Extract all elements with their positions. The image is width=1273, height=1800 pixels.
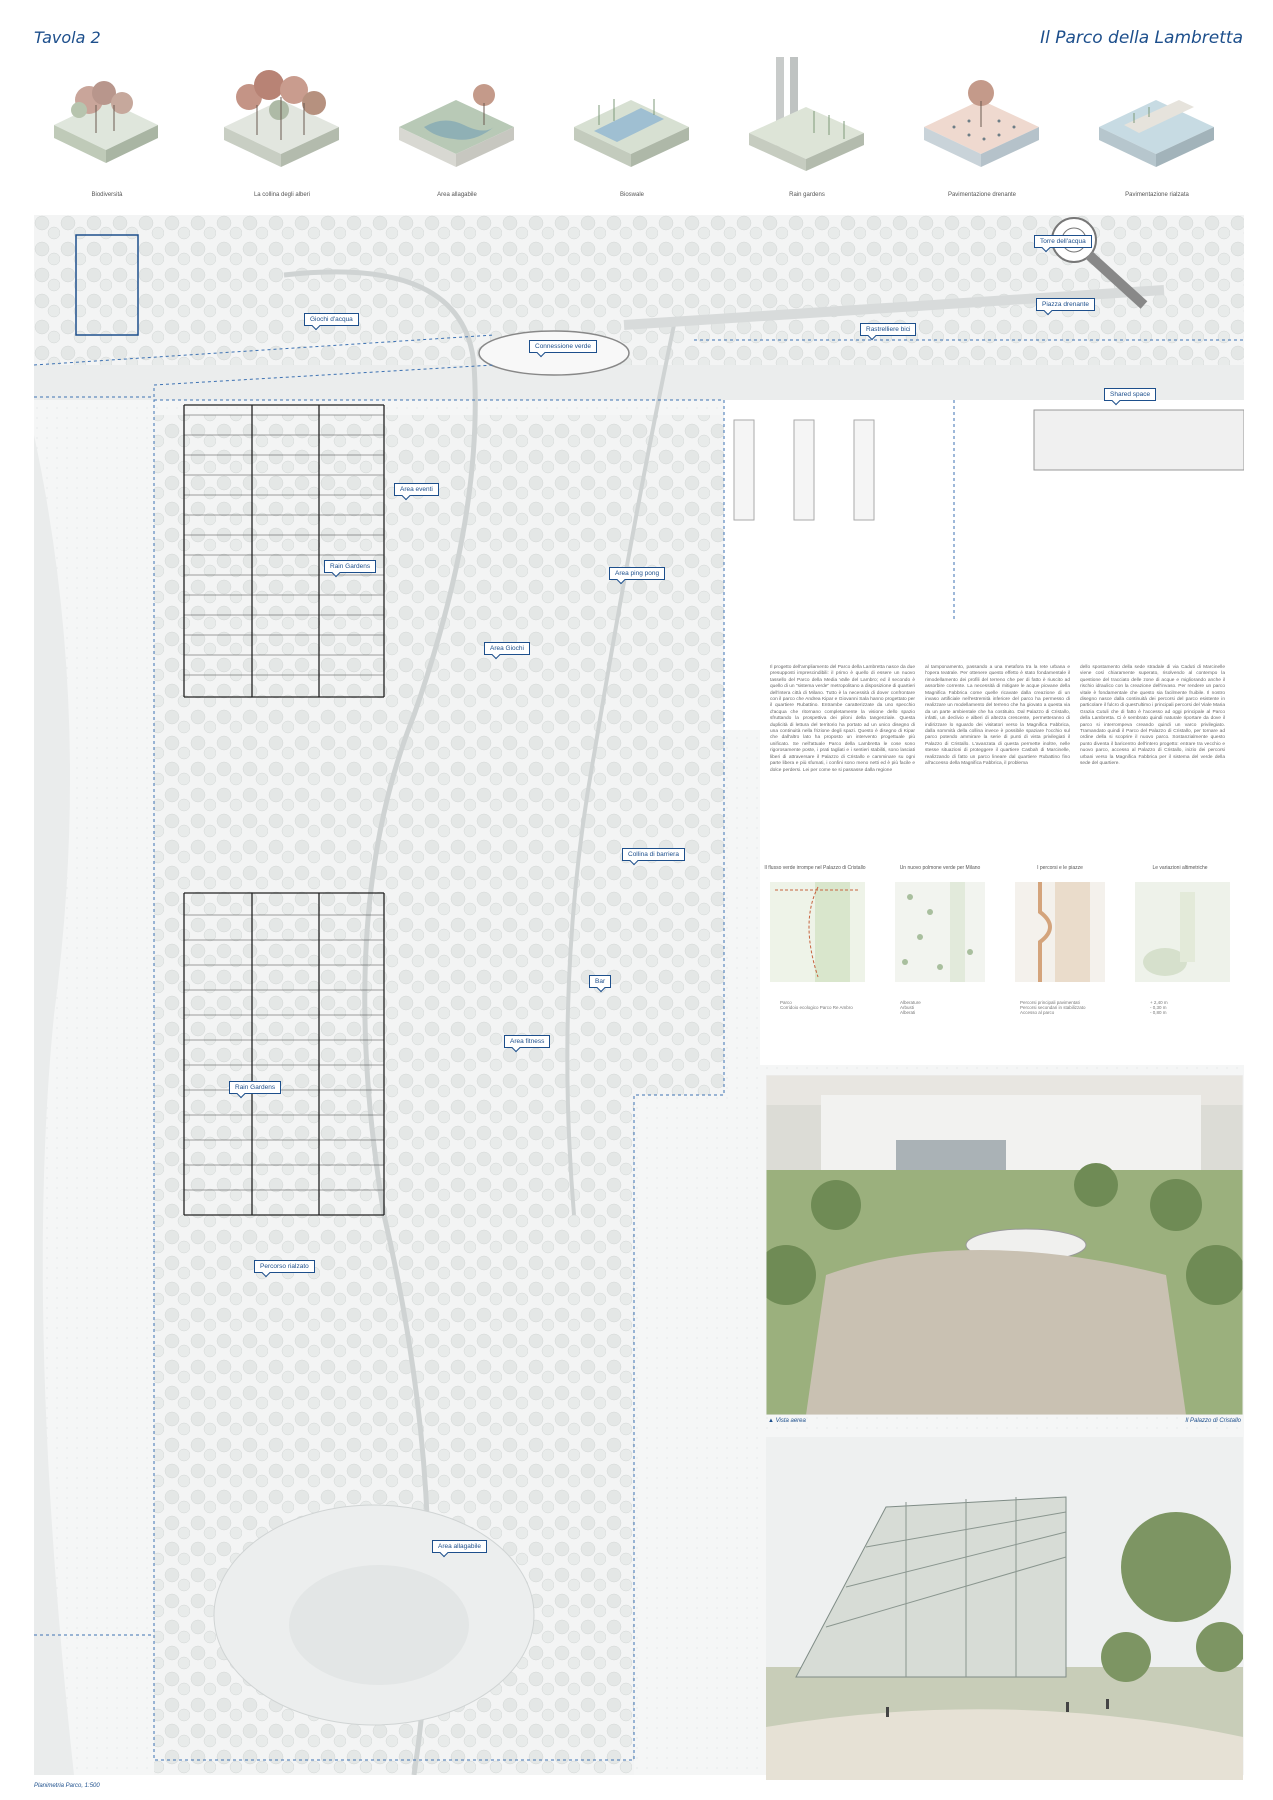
render-palace-panel [766, 1437, 1243, 1780]
tag-piazza: Piazza drenante [1036, 298, 1095, 311]
mini-caption: I percorsi e le piazze [1037, 865, 1083, 871]
bioswale-iso-icon [559, 55, 704, 175]
render-caption-aerial: Vista aerea [775, 1418, 806, 1424]
plan-caption: Planimetria Parco, 1:500 [34, 1783, 100, 1789]
tag-rastrelliere: Rastrelliere bici [860, 323, 916, 336]
render-aerial-panel [766, 1075, 1243, 1415]
iso-diagram [34, 55, 179, 198]
render-palace-image [766, 1437, 1243, 1780]
iso-label: Rain gardens [789, 192, 825, 198]
legend-col-3 [1020, 1000, 1086, 1015]
iso-diagram-strip [34, 55, 1244, 205]
iso-label: Pavimentazione rialzata [1125, 192, 1189, 198]
legend-item: Parco [780, 1000, 792, 1005]
iso-label: La collina degli alberi [253, 192, 311, 198]
iso-diagram [1084, 55, 1229, 198]
render-caption-left [768, 1418, 806, 1424]
render-aerial-image [766, 1075, 1243, 1415]
tag-allagabile: Area allagabile [432, 1540, 487, 1553]
tag-bar: Bar [589, 975, 611, 988]
tag-giochi: Area Giochi [484, 642, 530, 655]
text-column-1: Il progetto dell'ampliamento del Parco della Lambretta nasce da due presupposti imprescindibili: il primo è quello di essere un nuovo tassello del Parco della Media Valle del Lambro; ed il secondo è quello di un "sistema verde" metropolitano a disposizione di quartieri dell'intera città di Milano. Tutto è la necessità di dover confrontare con il parco che Andrea Kipar e Giovanni Sala hanno progettato per il quartiere Rubattino. Entrambe caratterizzate da uno specchio d'acqua che ritornano completamente la visione dello spazio sfruttando la prospettiva dei piloni della tangenziale. Questa duplicità di lettura del territorio ha portato ad un unico disegno di una continuità nella frizione degli spazi. Questo è disegno di Kipar che dall'altro lato ha proposto un intervento progettuale più unificato. Se nell'attuale Parco della Lambretta le cose sono rigorosamente poste, i prati tagliati e i sentieri stabiliti, sono lasciati liberi di attraversare il Palazzo di Cristallo e camminare su ogni parte libera e più sfumati, i confini sono meno netti ed è più facile e dolce perdersi. Lei per come se si passasse dalla regione [770, 665, 915, 773]
legend-item: Arbusti [900, 1005, 915, 1010]
triangle-icon: ▲ [768, 1418, 776, 1424]
floodable-area-iso-icon [384, 55, 529, 175]
iso-label: Biodiversità [91, 192, 123, 198]
mini-caption: Il flusso verde irrompe nel Palazzo di Cristallo [764, 865, 866, 871]
tree-hill-iso-icon [209, 55, 354, 175]
legend-col-1 [780, 1000, 853, 1010]
tag-rain-gardens-1: Rain Gardens [324, 560, 376, 573]
tag-percorso: Percorso rialzato [254, 1260, 315, 1273]
legend-item: Percorsi principali pavimentati [1020, 1000, 1080, 1005]
iso-diagram [559, 55, 704, 198]
tag-shared: Shared space [1104, 388, 1156, 401]
tag-fitness: Area fitness [504, 1035, 550, 1048]
iso-diagram [384, 55, 529, 198]
legend-item: Corridoio ecologico Parco Re Ambro [780, 1005, 853, 1010]
sheet-number: Tavola 2 [34, 28, 101, 47]
biodiversity-iso-icon [34, 55, 179, 175]
iso-label: Area allagabile [437, 192, 477, 198]
iso-label: Bioswale [619, 192, 644, 198]
tag-rain-gardens-2: Rain Gardens [229, 1081, 281, 1094]
rain-garden-iso-icon [734, 55, 879, 175]
mini-caption: Le variazioni altimetriche [1152, 865, 1208, 871]
render-caption-right: Il Palazzo di Cristallo [1185, 1418, 1241, 1424]
text-column-2: al tamponamento, passando a una metafora tra la rete urbana e l'opera teatrale. Per ottenere questo effetto è stato fondamentale il rimodellamento dei profili del terreno che per di fatto è riuscito ad assorbire corrente. La necessità di mitigare le acque piovane della Magnifica Fabbrica come quelle ricavate dalla creazione di un invaso artificiale nell'estremità inferiore del parco ha permesso di realizzare un modellamento del terreno che ha giovato a questa via da un parte ambientale che ha costituito. Dal Palazzo di Cristallo, infatti, un declivio e alberi di altezza crescente, permetteranno di indirizzare lo sguardo dei visitatori verso la Magnifica Fabbrica, dalla sommità della collina invece è possibile spaziare l'occhio sul parco potendo ammirare la serie di punti di vista privilegiati il Palazzo di Cristallo. L'avanzata di questa permette inoltre, nelle stesse situazioni di proteggere il quartiere Casbah di Marcinelle, realizzando di fatto un parco lineare dal quartiere Rubattino fino all'accesso della Magnifica Fabbrica, il problema [925, 665, 1070, 767]
mini-diagrams-drawing [770, 882, 1240, 987]
legend-item: Alberati [900, 1010, 916, 1015]
legend-item: Accesso al parco [1020, 1010, 1055, 1015]
iso-diagram [209, 55, 354, 198]
legend-col-4 [1150, 1000, 1168, 1015]
mini-caption: Un nuovo polmone verde per Milano [899, 865, 981, 871]
tag-pingpong: Area ping pong [609, 567, 665, 580]
legend-item: - 0,30 m [1150, 1005, 1167, 1010]
draining-paving-iso-icon [909, 55, 1054, 175]
legend-item: + 2,40 m [1150, 1000, 1168, 1005]
legend-item: Alberature [900, 1000, 921, 1005]
text-column-3: dello spostamento della sede stradale di via Caduti di Marcinelle viene così chiaramente superato, risolvendo al contempo la questione del tracciato delle zone di acque e migliorando anche il rischio idraulico con la creazione dell'invaso. Per rendere un parco vitale è fondamentale che questo sia facilmente fruibile. Il nostro disegno nasce dalla continuità dei percorsi del parco esistente in particolare il fulcro di quest'ultimo i principali percorsi del Viale Maria Grazia Cutuli che di fatto è l'accesso ad oggi principale al Parco della Lambretta. Ci è sembrato quindi naturale riportare da dove il parco si interrompeva creando quindi un varco privilegiato. Tramandato quindi il Parco del Palazzo di Cristallo, per tornare ad ordine della si scoprire il nuovo parco. Sostanzialmente questo punto diventa il baricentro dell'intero progetto: entrare tra vecchio e nuovo parco, accesso al Palazzo di Cristallo, inizio dei percorsi urbani verso la Magnifica Fabbrica per il sistema del verde della sede del quartiere. [1080, 665, 1225, 767]
legend-col-2 [900, 1000, 921, 1015]
iso-label: Pavimentazione drenante [947, 192, 1017, 198]
tag-connessione: Connessione verde [529, 340, 597, 353]
raised-paving-iso-icon [1084, 55, 1229, 175]
iso-diagram [734, 55, 879, 198]
tag-torre: Torre dell'acqua [1034, 235, 1092, 248]
legend-item: - 0,80 m [1150, 1010, 1167, 1015]
tag-giochi-acqua: Giochi d'acqua [304, 313, 359, 326]
tag-collina: Collina di barriera [622, 848, 685, 861]
iso-diagram [909, 55, 1054, 198]
page-title: Il Parco della Lambretta [1040, 28, 1243, 48]
legend-item: Percorsi secondari in stabilizzato [1020, 1005, 1086, 1010]
tag-eventi: Area eventi [394, 483, 439, 496]
text-panel [760, 620, 1245, 1065]
